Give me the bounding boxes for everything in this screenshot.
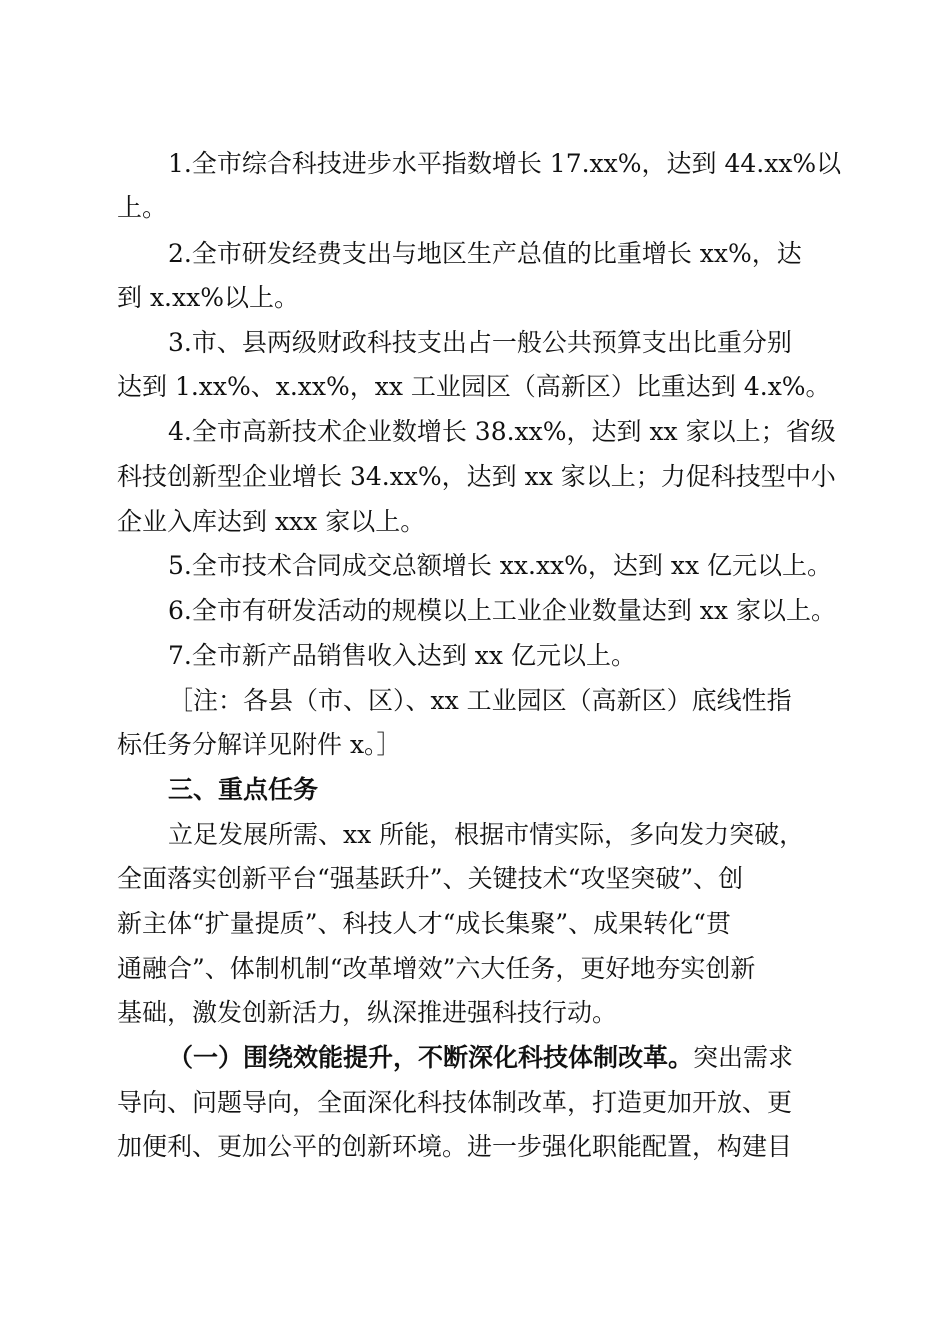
note-line-1: ［注：各县（市、区）、xx 工业园区（高新区）底线性指 <box>168 686 792 715</box>
subsection-1-line-3: 加便利、更加公平的创新环境。进一步强化职能配置，构建目 <box>117 1132 793 1161</box>
intro-line-2: 全面落实创新平台“强基跃升”、关键技术“攻坚突破”、创 <box>117 864 744 893</box>
target-5: 5.全市技术合同成交总额增长 xx.xx%，达到 xx 亿元以上。 <box>168 551 832 580</box>
target-2-line-1: 2.全市研发经费支出与地区生产总值的比重增长 xx%，达 <box>168 239 802 268</box>
target-4-line-2: 科技创新型企业增长 34.xx%，达到 xx 家以上；力促科技型中小 <box>117 462 836 491</box>
subsection-1-heading: （一）围绕效能提升，不断深化科技体制改革。 <box>168 1043 694 1072</box>
target-4-line-1: 4.全市高新技术企业数增长 38.xx%，达到 xx 家以上；省级 <box>168 417 836 446</box>
subsection-1-line-1-rest: 突出需求 <box>693 1043 794 1072</box>
target-1-line-2: 上。 <box>117 193 168 222</box>
intro-line-5: 基础，激发创新活力，纵深推进强科技行动。 <box>117 998 618 1027</box>
section-heading: 三、重点任务 <box>168 775 319 804</box>
target-3-line-2: 达到 1.xx%、x.xx%，xx 工业园区（高新区）比重达到 4.x%。 <box>117 372 831 401</box>
subsection-1-line-1 <box>168 1040 793 1076</box>
intro-line-1: 立足发展所需、xx 所能，根据市情实际，多向发力突破， <box>168 820 805 849</box>
intro-line-4: 通融合”、体制机制“改革增效”六大任务，更好地夯实创新 <box>117 954 756 983</box>
target-3-line-1: 3.市、县两级财政科技支出占一般公共预算支出比重分别 <box>168 328 792 357</box>
target-7: 7.全市新产品销售收入达到 xx 亿元以上。 <box>168 641 636 670</box>
target-4-line-3: 企业入库达到 xxx 家以上。 <box>117 507 426 536</box>
target-2-line-2: 到 x.xx%以上。 <box>117 283 299 312</box>
target-1-line-1: 1.全市综合科技进步水平指数增长 17.xx%，达到 44.xx%以 <box>168 149 842 178</box>
subsection-1-line-2: 导向、问题导向，全面深化科技体制改革，打造更加开放、更 <box>117 1088 793 1117</box>
note-line-2: 标任务分解详见附件 x。］ <box>117 730 402 759</box>
target-6: 6.全市有研发活动的规模以上工业企业数量达到 xx 家以上。 <box>168 596 836 625</box>
intro-line-3: 新主体“扩量提质”、科技人才“成长集聚”、成果转化“贯 <box>117 909 731 938</box>
